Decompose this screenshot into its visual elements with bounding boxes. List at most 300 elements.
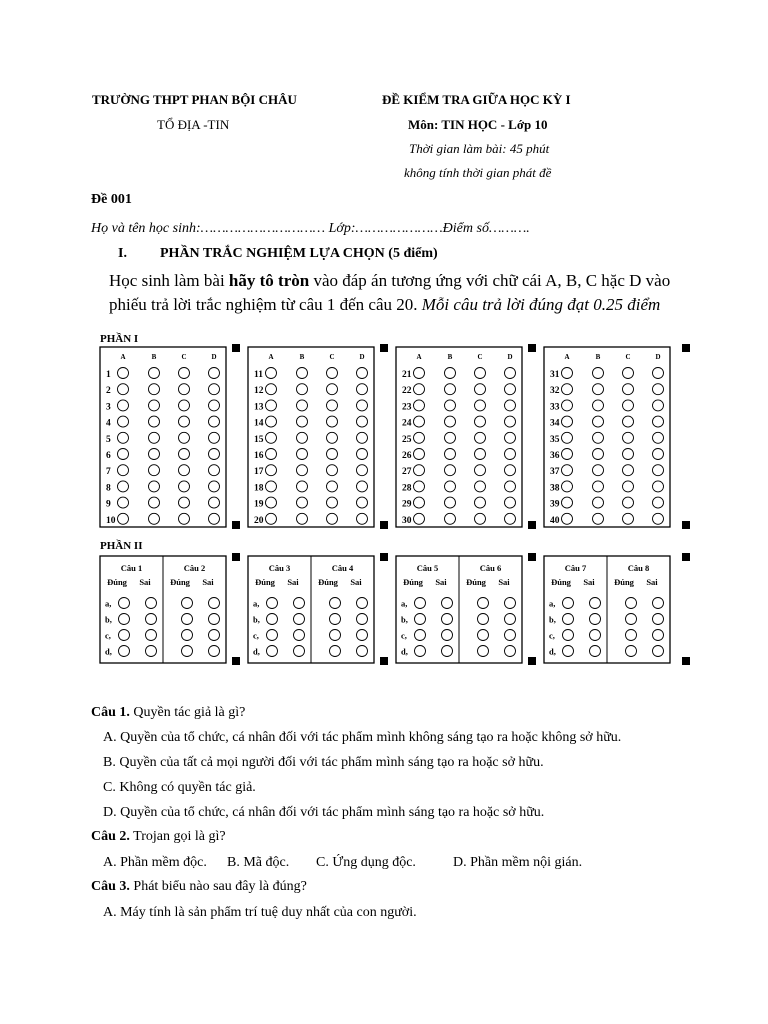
answer-bubble[interactable] xyxy=(297,432,308,443)
answer-bubble[interactable] xyxy=(505,513,516,524)
true-bubble[interactable] xyxy=(119,614,130,625)
answer-bubble[interactable] xyxy=(357,400,368,411)
answer-bubble[interactable] xyxy=(266,400,277,411)
answer-bubble[interactable] xyxy=(445,481,456,492)
false-bubble[interactable] xyxy=(505,598,516,609)
answer-bubble[interactable] xyxy=(414,481,425,492)
instruction-text-1: Học sinh làm bài xyxy=(109,271,229,290)
false-label: Sai xyxy=(287,577,299,587)
answer-bubble[interactable] xyxy=(266,481,277,492)
answer-bubble[interactable] xyxy=(297,368,308,379)
false-bubble[interactable] xyxy=(653,614,664,625)
answer-bubble[interactable] xyxy=(414,513,425,524)
answer-bubble[interactable] xyxy=(414,400,425,411)
answer-bubble[interactable] xyxy=(179,368,190,379)
answer-bubble[interactable] xyxy=(653,449,664,460)
true-bubble[interactable] xyxy=(330,598,341,609)
answer-bubble[interactable] xyxy=(327,449,338,460)
answer-bubble[interactable] xyxy=(623,368,634,379)
timing-mark xyxy=(682,657,690,665)
true-bubble[interactable] xyxy=(330,630,341,641)
answer-bubble[interactable] xyxy=(149,513,160,524)
answer-bubble[interactable] xyxy=(593,449,604,460)
false-bubble[interactable] xyxy=(590,646,601,657)
answer-bubble[interactable] xyxy=(297,465,308,476)
answer-bubble[interactable] xyxy=(414,465,425,476)
false-bubble[interactable] xyxy=(590,598,601,609)
answer-bubble[interactable] xyxy=(475,449,486,460)
question-2-option-c[interactable]: C. Ứng dụng độc. xyxy=(316,855,416,870)
timing-mark xyxy=(380,553,388,561)
answer-bubble[interactable] xyxy=(505,497,516,508)
question-number: 21 xyxy=(402,370,412,380)
answer-bubble[interactable] xyxy=(505,449,516,460)
answer-bubble[interactable] xyxy=(357,368,368,379)
answer-bubble[interactable] xyxy=(562,481,573,492)
answer-bubble[interactable] xyxy=(266,432,277,443)
answer-bubble[interactable] xyxy=(623,449,634,460)
answer-bubble[interactable] xyxy=(593,432,604,443)
question-2-option-b[interactable]: B. Mã độc. xyxy=(227,855,290,870)
answer-bubble[interactable] xyxy=(209,368,220,379)
sub-item-label: c, xyxy=(549,630,555,641)
question-2-option-d[interactable]: D. Phần mềm nội gián. xyxy=(453,855,583,870)
answer-bubble[interactable] xyxy=(445,368,456,379)
timing-mark xyxy=(232,657,240,665)
answer-bubble[interactable] xyxy=(266,384,277,395)
answer-bubble[interactable] xyxy=(327,481,338,492)
timing-mark xyxy=(528,344,536,352)
answer-bubble[interactable] xyxy=(414,432,425,443)
true-bubble[interactable] xyxy=(626,598,637,609)
choice-header: C xyxy=(625,353,631,361)
true-bubble[interactable] xyxy=(563,630,574,641)
question-number: 35 xyxy=(550,434,560,445)
choice-header: D xyxy=(359,353,365,361)
question-3-option-a[interactable]: A. Máy tính là sản phẩm trí tuệ duy nhất của con người. xyxy=(103,905,417,920)
answer-bubble[interactable] xyxy=(475,400,486,411)
false-bubble[interactable] xyxy=(590,630,601,641)
answer-bubble[interactable] xyxy=(179,384,190,395)
answer-bubble[interactable] xyxy=(297,497,308,508)
true-bubble[interactable] xyxy=(415,614,426,625)
false-bubble[interactable] xyxy=(146,646,157,657)
answer-bubble[interactable] xyxy=(593,481,604,492)
false-bubble[interactable] xyxy=(146,598,157,609)
question-number: 40 xyxy=(550,515,560,526)
answer-bubble[interactable] xyxy=(623,497,634,508)
answer-bubble[interactable] xyxy=(593,368,604,379)
true-label: Đúng xyxy=(107,577,127,587)
answer-bubble[interactable] xyxy=(327,465,338,476)
choice-header: B xyxy=(595,353,601,361)
answer-bubble[interactable] xyxy=(118,497,129,508)
false-bubble[interactable] xyxy=(653,646,664,657)
true-bubble[interactable] xyxy=(119,598,130,609)
false-bubble[interactable] xyxy=(442,598,453,609)
choice-header: D xyxy=(655,353,661,361)
question-number: 7 xyxy=(106,467,111,478)
answer-bubble[interactable] xyxy=(209,416,220,427)
false-bubble[interactable] xyxy=(357,598,368,609)
answer-bubble[interactable] xyxy=(505,368,516,379)
answer-bubble[interactable] xyxy=(562,449,573,460)
true-bubble[interactable] xyxy=(182,646,193,657)
answer-bubble[interactable] xyxy=(653,465,664,476)
true-bubble[interactable] xyxy=(415,646,426,657)
true-bubble[interactable] xyxy=(267,598,278,609)
answer-bubble[interactable] xyxy=(653,432,664,443)
answer-bubble[interactable] xyxy=(505,481,516,492)
question-1-option-c[interactable]: C. Không có quyền tác giả. xyxy=(103,780,256,795)
answer-bubble[interactable] xyxy=(475,481,486,492)
answer-bubble[interactable] xyxy=(327,400,338,411)
false-label: Sai xyxy=(435,577,447,587)
false-bubble[interactable] xyxy=(442,614,453,625)
answer-bubble[interactable] xyxy=(118,400,129,411)
answer-bubble[interactable] xyxy=(149,368,160,379)
sub-item-label: b, xyxy=(401,614,408,625)
true-bubble[interactable] xyxy=(563,614,574,625)
answer-bubble[interactable] xyxy=(149,449,160,460)
answer-bubble[interactable] xyxy=(357,481,368,492)
answer-bubble[interactable] xyxy=(297,416,308,427)
false-label: Sai xyxy=(583,577,595,587)
true-bubble[interactable] xyxy=(119,630,130,641)
answer-bubble[interactable] xyxy=(653,416,664,427)
question-number: 11 xyxy=(254,370,263,380)
answer-bubble[interactable] xyxy=(149,465,160,476)
true-bubble[interactable] xyxy=(478,630,489,641)
answer-bubble[interactable] xyxy=(297,513,308,524)
question-number: 31 xyxy=(550,370,560,380)
false-bubble[interactable] xyxy=(294,598,305,609)
false-bubble[interactable] xyxy=(294,614,305,625)
part2-question-label: Câu 3 xyxy=(268,563,291,573)
answer-bubble[interactable] xyxy=(357,513,368,524)
question-number: 20 xyxy=(254,515,264,526)
exam-subject: Môn: TIN HỌC - Lớp 10 xyxy=(408,117,548,132)
sub-item-label: d, xyxy=(401,646,408,657)
answer-bubble[interactable] xyxy=(505,465,516,476)
timing-mark xyxy=(232,344,240,352)
answer-bubble[interactable] xyxy=(562,513,573,524)
true-bubble[interactable] xyxy=(478,598,489,609)
answer-bubble[interactable] xyxy=(653,400,664,411)
true-bubble[interactable] xyxy=(415,598,426,609)
answer-bubble[interactable] xyxy=(475,432,486,443)
answer-bubble[interactable] xyxy=(623,513,634,524)
choice-header: C xyxy=(477,353,483,361)
answer-bubble[interactable] xyxy=(118,481,129,492)
false-bubble[interactable] xyxy=(294,646,305,657)
answer-bubble[interactable] xyxy=(149,400,160,411)
false-label: Sai xyxy=(646,577,658,587)
answer-bubble[interactable] xyxy=(414,449,425,460)
answer-bubble[interactable] xyxy=(623,400,634,411)
answer-bubble[interactable] xyxy=(623,416,634,427)
part2-label: PHẦN II xyxy=(100,540,143,552)
answer-bubble[interactable] xyxy=(209,400,220,411)
true-bubble[interactable] xyxy=(626,646,637,657)
question-number: 10 xyxy=(106,515,116,526)
instruction-text-3: phiếu trả lời trắc nghiệm từ câu 1 đến câu 20. xyxy=(109,295,422,314)
answer-bubble[interactable] xyxy=(149,432,160,443)
question-1-option-d[interactable]: D. Quyền của tổ chức, cá nhân đối với tác phẩm mình sáng tạo ra hoặc sở hữu. xyxy=(103,805,545,820)
question-number: 2 xyxy=(106,386,111,397)
answer-bubble[interactable] xyxy=(357,449,368,460)
true-bubble[interactable] xyxy=(267,630,278,641)
answer-bubble[interactable] xyxy=(297,400,308,411)
question-2-text: Trojan gọi là gì? xyxy=(129,829,226,844)
answer-bubble[interactable] xyxy=(623,384,634,395)
true-bubble[interactable] xyxy=(478,614,489,625)
question-number: 12 xyxy=(254,386,264,397)
true-bubble[interactable] xyxy=(563,646,574,657)
false-bubble[interactable] xyxy=(653,598,664,609)
part2-question-label: Câu 8 xyxy=(627,563,650,573)
false-bubble[interactable] xyxy=(209,598,220,609)
answer-bubble[interactable] xyxy=(593,416,604,427)
answer-bubble[interactable] xyxy=(209,384,220,395)
false-bubble[interactable] xyxy=(505,646,516,657)
answer-bubble[interactable] xyxy=(179,400,190,411)
answer-bubble[interactable] xyxy=(327,384,338,395)
false-bubble[interactable] xyxy=(442,646,453,657)
answer-bubble[interactable] xyxy=(357,416,368,427)
answer-bubble[interactable] xyxy=(118,384,129,395)
answer-bubble[interactable] xyxy=(179,416,190,427)
answer-bubble[interactable] xyxy=(149,497,160,508)
answer-bubble[interactable] xyxy=(445,416,456,427)
false-bubble[interactable] xyxy=(209,646,220,657)
answer-bubble[interactable] xyxy=(357,384,368,395)
true-bubble[interactable] xyxy=(330,614,341,625)
answer-bubble[interactable] xyxy=(209,465,220,476)
true-label: Đúng xyxy=(466,577,486,587)
answer-bubble[interactable] xyxy=(562,465,573,476)
false-bubble[interactable] xyxy=(653,630,664,641)
answer-bubble[interactable] xyxy=(179,497,190,508)
answer-bubble[interactable] xyxy=(179,465,190,476)
answer-bubble[interactable] xyxy=(445,497,456,508)
timing-mark xyxy=(528,657,536,665)
answer-bubble[interactable] xyxy=(653,481,664,492)
answer-bubble[interactable] xyxy=(505,416,516,427)
answer-bubble[interactable] xyxy=(593,513,604,524)
answer-bubble[interactable] xyxy=(209,481,220,492)
question-number: 27 xyxy=(402,467,412,478)
answer-bubble[interactable] xyxy=(593,400,604,411)
answer-bubble[interactable] xyxy=(179,449,190,460)
answer-bubble[interactable] xyxy=(209,449,220,460)
question-1-text: Quyền tác giả là gì? xyxy=(129,705,246,720)
question-2-label: Câu 2. xyxy=(91,829,130,844)
question-1-option-b[interactable]: B. Quyền của tất cả mọi người đối với tác phẩm mình sáng tạo ra hoặc sở hữu. xyxy=(103,755,544,770)
answer-bubble[interactable] xyxy=(623,465,634,476)
answer-bubble[interactable] xyxy=(357,432,368,443)
answer-bubble[interactable] xyxy=(623,432,634,443)
timing-mark xyxy=(682,521,690,529)
answer-bubble[interactable] xyxy=(445,449,456,460)
answer-bubble[interactable] xyxy=(475,513,486,524)
answer-bubble[interactable] xyxy=(653,513,664,524)
answer-bubble[interactable] xyxy=(327,497,338,508)
timing-mark xyxy=(380,344,388,352)
answer-bubble[interactable] xyxy=(266,465,277,476)
answer-bubble[interactable] xyxy=(266,449,277,460)
answer-bubble[interactable] xyxy=(505,432,516,443)
question-number: 5 xyxy=(106,434,111,445)
false-bubble[interactable] xyxy=(146,614,157,625)
true-label: Đúng xyxy=(318,577,338,587)
true-bubble[interactable] xyxy=(182,598,193,609)
answer-bubble[interactable] xyxy=(327,368,338,379)
false-bubble[interactable] xyxy=(357,614,368,625)
timing-mark xyxy=(682,344,690,352)
part1-label: PHẦN I xyxy=(100,333,139,345)
false-bubble[interactable] xyxy=(294,630,305,641)
answer-bubble[interactable] xyxy=(297,481,308,492)
timing-mark xyxy=(232,553,240,561)
true-label: Đúng xyxy=(403,577,423,587)
answer-bubble[interactable] xyxy=(118,432,129,443)
question-number: 17 xyxy=(254,467,264,478)
answer-bubble[interactable] xyxy=(445,384,456,395)
answer-bubble[interactable] xyxy=(445,432,456,443)
answer-bubble[interactable] xyxy=(149,384,160,395)
answer-bubble[interactable] xyxy=(562,384,573,395)
true-bubble[interactable] xyxy=(563,598,574,609)
answer-bubble[interactable] xyxy=(475,465,486,476)
true-bubble[interactable] xyxy=(267,646,278,657)
answer-bubble[interactable] xyxy=(414,416,425,427)
question-number: 39 xyxy=(550,499,560,510)
answer-bubble[interactable] xyxy=(445,513,456,524)
answer-bubble[interactable] xyxy=(653,497,664,508)
answer-bubble[interactable] xyxy=(593,384,604,395)
choice-header: C xyxy=(181,353,187,361)
false-bubble[interactable] xyxy=(505,614,516,625)
answer-bubble[interactable] xyxy=(475,384,486,395)
answer-bubble[interactable] xyxy=(266,368,277,379)
answer-bubble[interactable] xyxy=(327,513,338,524)
answer-bubble[interactable] xyxy=(414,497,425,508)
answer-bubble[interactable] xyxy=(475,368,486,379)
question-number: 26 xyxy=(402,451,412,461)
answer-bubble[interactable] xyxy=(327,416,338,427)
answer-bubble[interactable] xyxy=(562,416,573,427)
question-number: 32 xyxy=(550,386,560,397)
answer-bubble[interactable] xyxy=(593,465,604,476)
question-number: 29 xyxy=(402,499,412,510)
answer-bubble[interactable] xyxy=(357,465,368,476)
true-bubble[interactable] xyxy=(415,630,426,641)
part2-question-label: Câu 6 xyxy=(479,563,502,573)
false-bubble[interactable] xyxy=(505,630,516,641)
answer-bubble[interactable] xyxy=(562,497,573,508)
answer-bubble[interactable] xyxy=(209,432,220,443)
question-2 xyxy=(91,829,226,845)
true-bubble[interactable] xyxy=(267,614,278,625)
true-bubble[interactable] xyxy=(330,646,341,657)
answer-bubble[interactable] xyxy=(266,513,277,524)
timing-mark xyxy=(528,553,536,561)
answer-bubble[interactable] xyxy=(209,513,220,524)
answer-bubble[interactable] xyxy=(593,497,604,508)
answer-bubble[interactable] xyxy=(266,416,277,427)
answer-bubble[interactable] xyxy=(475,416,486,427)
false-bubble[interactable] xyxy=(590,614,601,625)
answer-bubble[interactable] xyxy=(179,513,190,524)
answer-bubble[interactable] xyxy=(297,449,308,460)
answer-bubble[interactable] xyxy=(475,497,486,508)
answer-bubble[interactable] xyxy=(118,416,129,427)
question-3-label: Câu 3. xyxy=(91,879,130,894)
answer-bubble[interactable] xyxy=(653,384,664,395)
answer-bubble[interactable] xyxy=(118,449,129,460)
exam-time-value: : 45 phút xyxy=(502,141,550,156)
false-bubble[interactable] xyxy=(146,630,157,641)
answer-bubble[interactable] xyxy=(327,432,338,443)
timing-mark xyxy=(682,553,690,561)
answer-bubble[interactable] xyxy=(149,481,160,492)
false-bubble[interactable] xyxy=(357,646,368,657)
answer-bubble[interactable] xyxy=(357,497,368,508)
answer-bubble[interactable] xyxy=(297,384,308,395)
true-bubble[interactable] xyxy=(626,614,637,625)
answer-bubble[interactable] xyxy=(623,481,634,492)
answer-bubble[interactable] xyxy=(445,465,456,476)
answer-bubble[interactable] xyxy=(505,400,516,411)
answer-bubble[interactable] xyxy=(445,400,456,411)
answer-bubble[interactable] xyxy=(149,416,160,427)
true-bubble[interactable] xyxy=(478,646,489,657)
answer-bubble[interactable] xyxy=(562,368,573,379)
choice-header: A xyxy=(120,353,126,361)
true-bubble[interactable] xyxy=(626,630,637,641)
answer-bubble[interactable] xyxy=(118,465,129,476)
answer-bubble[interactable] xyxy=(118,368,129,379)
question-2-option-a[interactable]: A. Phần mềm độc. xyxy=(103,855,207,870)
false-bubble[interactable] xyxy=(209,614,220,625)
false-bubble[interactable] xyxy=(209,630,220,641)
student-info-line: Họ và tên học sinh:………………………… Lớp:…………………Điểm số………. xyxy=(91,221,530,236)
answer-bubble[interactable] xyxy=(414,368,425,379)
timing-mark xyxy=(380,657,388,665)
false-label: Sai xyxy=(139,577,151,587)
sub-item-label: b, xyxy=(105,614,112,625)
true-bubble[interactable] xyxy=(182,630,193,641)
answer-bubble[interactable] xyxy=(266,497,277,508)
false-bubble[interactable] xyxy=(442,630,453,641)
true-bubble[interactable] xyxy=(119,646,130,657)
answer-bubble[interactable] xyxy=(562,432,573,443)
true-bubble[interactable] xyxy=(182,614,193,625)
answer-bubble[interactable] xyxy=(505,384,516,395)
answer-bubble[interactable] xyxy=(179,432,190,443)
answer-bubble[interactable] xyxy=(414,384,425,395)
answer-bubble[interactable] xyxy=(209,497,220,508)
question-1-option-a[interactable]: A. Quyền của tổ chức, cá nhân đối với tác phẩm mình không sáng tạo ra hoặc không sở hữu. xyxy=(103,730,622,745)
answer-bubble[interactable] xyxy=(118,513,129,524)
answer-bubble[interactable] xyxy=(653,368,664,379)
question-number: 18 xyxy=(254,483,264,494)
false-bubble[interactable] xyxy=(357,630,368,641)
answer-bubble[interactable] xyxy=(179,481,190,492)
answer-bubble[interactable] xyxy=(562,400,573,411)
question-number: 6 xyxy=(106,451,111,461)
